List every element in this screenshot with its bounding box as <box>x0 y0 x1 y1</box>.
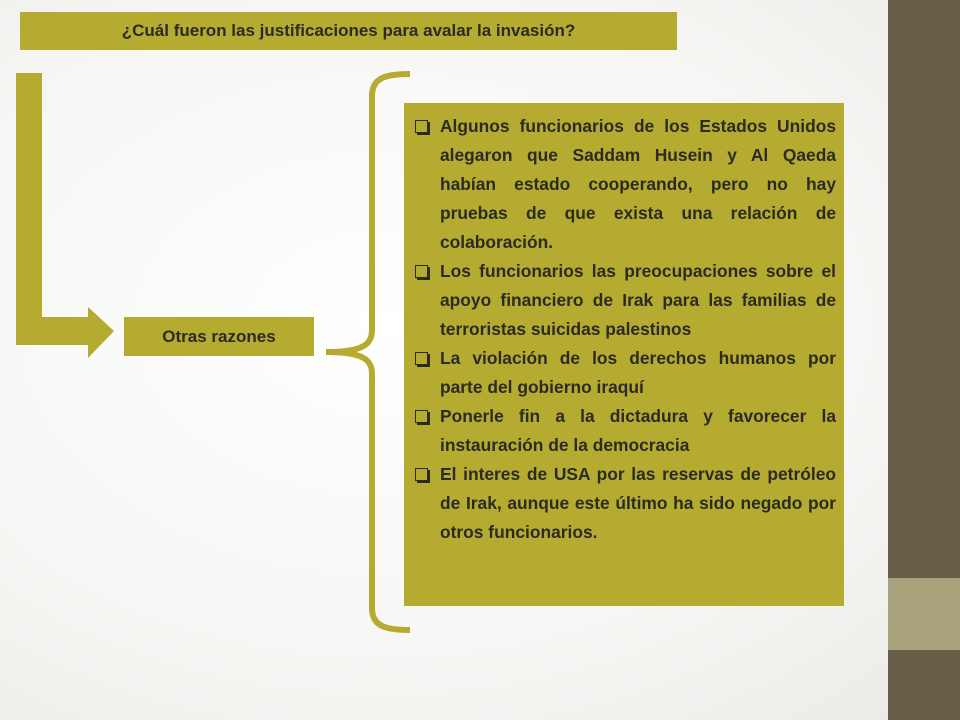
reasons-list <box>413 112 836 547</box>
reason-text: Algunos funcionarios de los Estados Unidos alegaron que Saddam Husein y Al Qaeda habían estado cooperando, pero no hay pruebas de que exista una relación de colaboración. <box>440 116 836 252</box>
curly-brace-shape <box>326 74 410 630</box>
square-checkbox-bullet-icon <box>415 410 428 423</box>
list-item <box>413 257 836 344</box>
reason-text: La violación de los derechos humanos por parte del gobierno iraquí <box>440 348 836 397</box>
reason-text: El interes de USA por las reservas de petróleo de Irak, aunque este último ha sido negado por otros funcionarios. <box>440 464 836 542</box>
reasons-box <box>404 103 844 606</box>
list-item <box>413 402 836 460</box>
question-title: ¿Cuál fueron las justificaciones para avalar la invasión? <box>121 21 576 40</box>
square-checkbox-bullet-icon <box>415 468 428 481</box>
other-reasons-label: Otras razones <box>162 326 276 346</box>
list-item <box>413 344 836 402</box>
square-checkbox-bullet-icon <box>415 120 428 133</box>
square-checkbox-bullet-icon <box>415 265 428 278</box>
list-item <box>413 112 836 257</box>
reason-text: Ponerle fin a la dictadura y favorecer la instauración de la democracia <box>440 406 836 455</box>
list-item <box>413 460 836 547</box>
square-checkbox-bullet-icon <box>415 352 428 365</box>
reason-text: Los funcionarios las preocupaciones sobre el apoyo financiero de Irak para las familias de terroristas suicidas palestinos <box>440 261 836 339</box>
